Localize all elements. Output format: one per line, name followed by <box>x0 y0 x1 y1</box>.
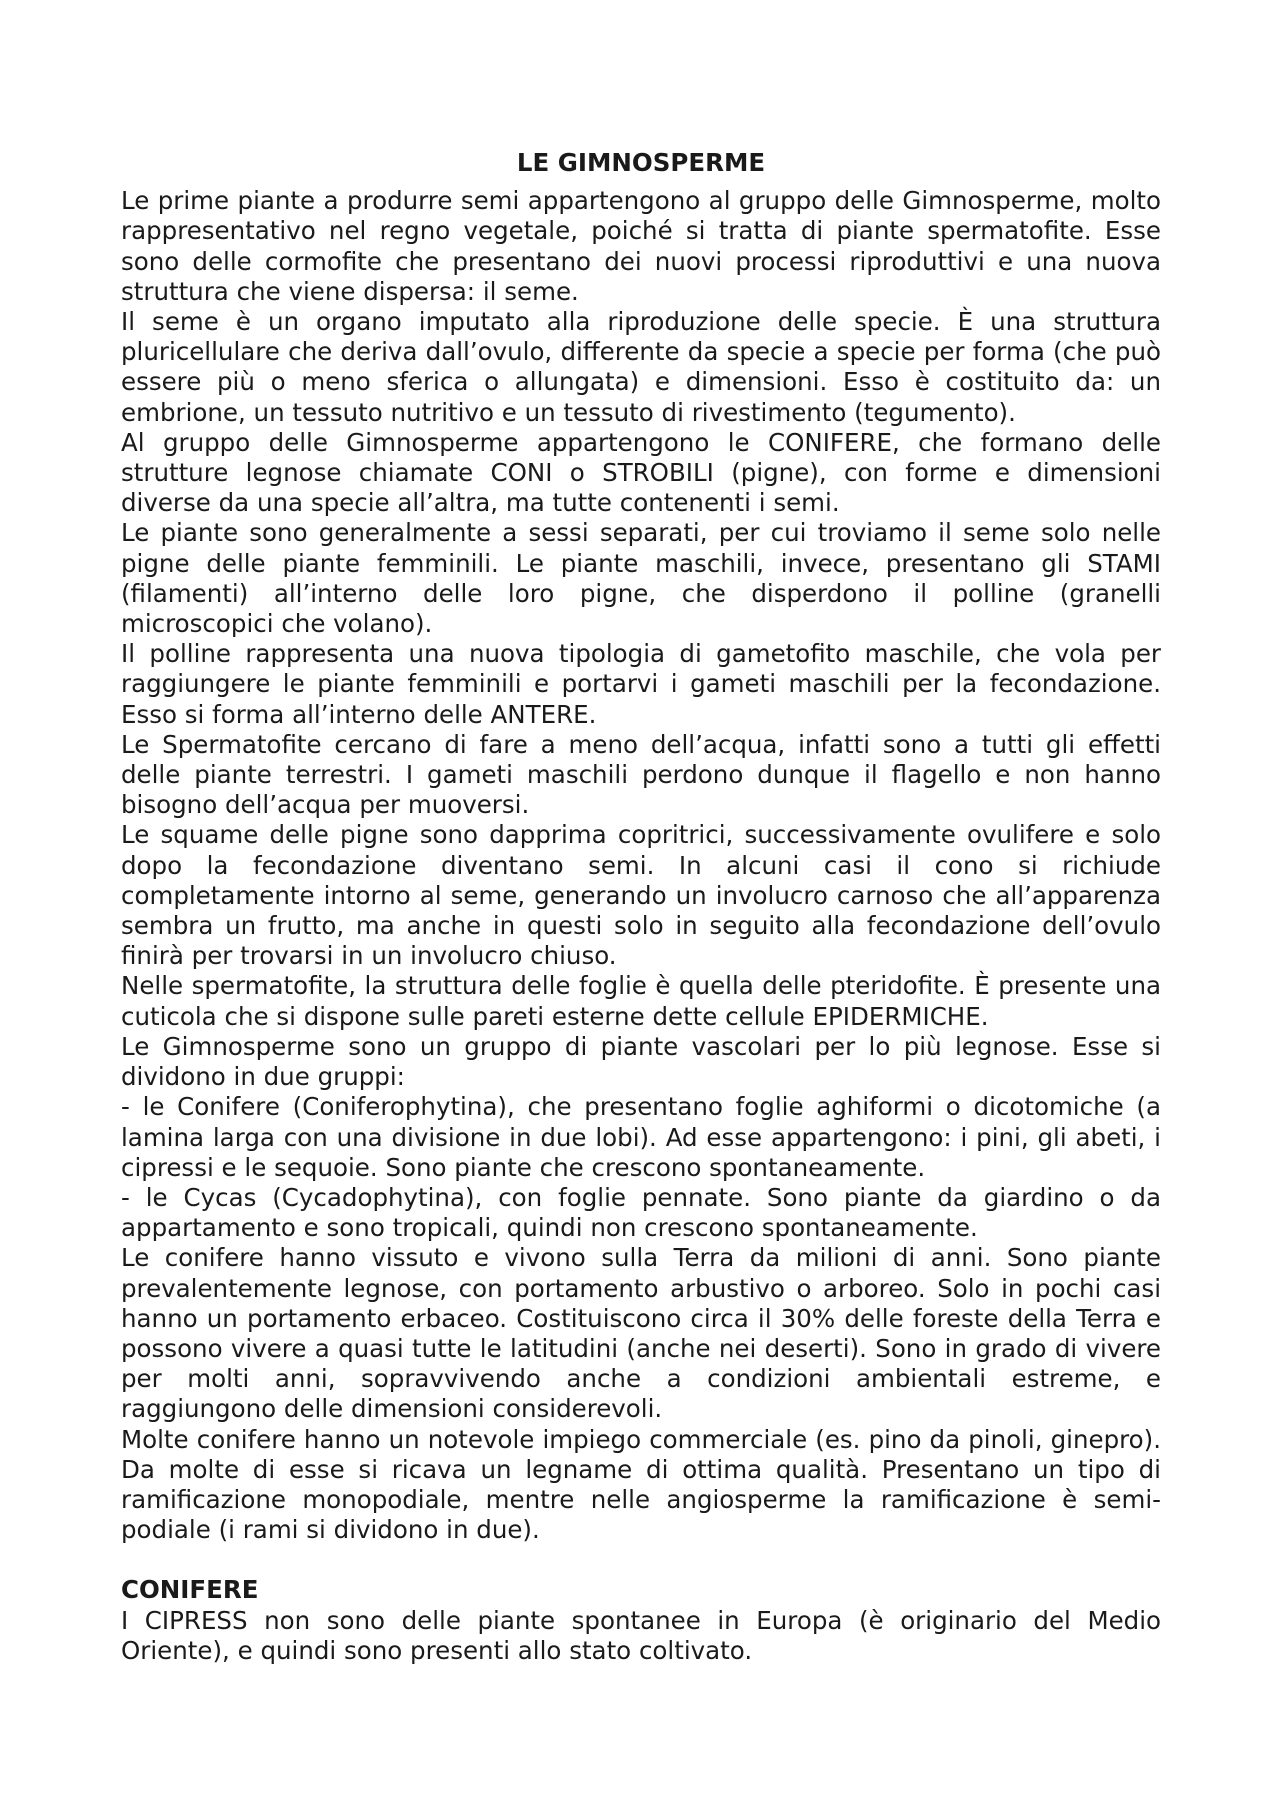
paragraph: Le conifere hanno vissuto e vivono sulla Terra da milioni di anni. Sono piante prevalentemente legnose, con portamento arbustivo o arboreo. Solo in pochi casi hanno un portamento erbaceo. Costituiscono circa il 30% delle foreste della Terra e possono vivere a quasi tutte le latitudini (anche nei deserti). Sono in grado di vivere per molti anni, sopravvivendo anche a condizioni ambientali estreme, e raggiungono delle dimensioni considerevoli. <box>121 1243 1161 1424</box>
paragraph: Le Spermatofite cercano di fare a meno dell’acqua, infatti sono a tutti gli effetti delle piante terrestri. I gameti maschili perdono dunque il flagello e non hanno bisogno dell’acqua per muoversi. <box>121 729 1161 820</box>
paragraph: Il seme è un organo imputato alla riproduzione delle specie. È una struttura pluricellulare che deriva dall’ovulo, differente da specie a specie per forma (che può essere più o meno sferica o allungata) e dimensioni. Esso è costituito da: un embrione, un tessuto nutritivo e un tessuto di rivestimento (tegumento). <box>121 307 1161 427</box>
paragraph: Le Gimnosperme sono un gruppo di piante vascolari per lo più legnose. Esse si dividono in due gruppi: <box>121 1031 1161 1092</box>
paragraph: Il polline rappresenta una nuova tipologia di gametofito maschile, che vola per raggiungere le piante femminili e portarvi i gameti maschili per la fecondazione. Esso si forma all’interno delle ANTERE. <box>121 639 1161 729</box>
document-title: LE GIMNOSPERME <box>516 148 766 177</box>
paragraph: Le piante sono generalmente a sessi separati, per cui troviamo il seme solo nelle pigne delle piante femminili. Le piante maschili, invece, presentano gli STAMI (filamenti) all’interno delle loro pigne, che disperdono il polline (granelli microscopici che volano). <box>121 518 1161 639</box>
section-paragraph: I CIPRESS non sono delle piante spontanee in Europa (è originario del Medio Oriente), e quindi sono presenti allo stato coltivato. <box>121 1605 1161 1665</box>
document-page <box>121 148 1161 1666</box>
paragraph: Le squame delle pigne sono dapprima copritrici, successivamente ovulifere e solo dopo la fecondazione diventano semi. In alcuni casi il cono si richiude completamente intorno al seme, generando un involucro carnoso che all’apparenza sembra un frutto, ma anche in questi solo in seguito alla fecondazione dell’ovulo finirà per trovarsi in un involucro chiuso. <box>121 820 1161 971</box>
paragraph: Al gruppo delle Gimnosperme appartengono le CONIFERE, che formano delle strutture legnose chiamate CONI o STROBILI (pigne), con forme e dimensioni diverse da una specie all’altra, ma tutte contenenti i semi. <box>121 427 1161 518</box>
paragraph: Molte conifere hanno un notevole impiego commerciale (es. pino da pinoli, ginepro). Da molte di esse si ricava un legname di ottima qualità. Presentano un tipo di ramificazione monopodiale, mentre nelle angiosperme la ramificazione è semi-podiale (i rami si dividono in due). <box>121 1424 1161 1545</box>
section-heading-conifere: CONIFERE <box>121 1575 259 1605</box>
list-item-cycas: - le Cycas (Cycadophytina), con foglie pennate. Sono piante da giardino o da appartamento e sono tropicali, quindi non crescono spontaneamente. <box>121 1182 1161 1243</box>
list-item-conifere: - le Conifere (Coniferophytina), che presentano foglie aghiformi o dicotomiche (a lamina larga con una divisione in due lobi). Ad esse appartengono: i pini, gli abeti, i cipressi e le sequoie. Sono piante che crescono spontaneamente. <box>121 1092 1161 1182</box>
paragraph: Nelle spermatofite, la struttura delle foglie è quella delle pteridofite. È presente una cuticola che si dispone sulle pareti esterne dette cellule EPIDERMICHE. <box>121 971 1161 1031</box>
paragraph: Le prime piante a produrre semi appartengono al gruppo delle Gimnosperme, molto rappresentativo nel regno vegetale, poiché si tratta di piante spermatofite. Esse sono delle cormofite che presentano dei nuovi processi riproduttivi e una nuova struttura che viene dispersa: il seme. <box>121 186 1161 306</box>
